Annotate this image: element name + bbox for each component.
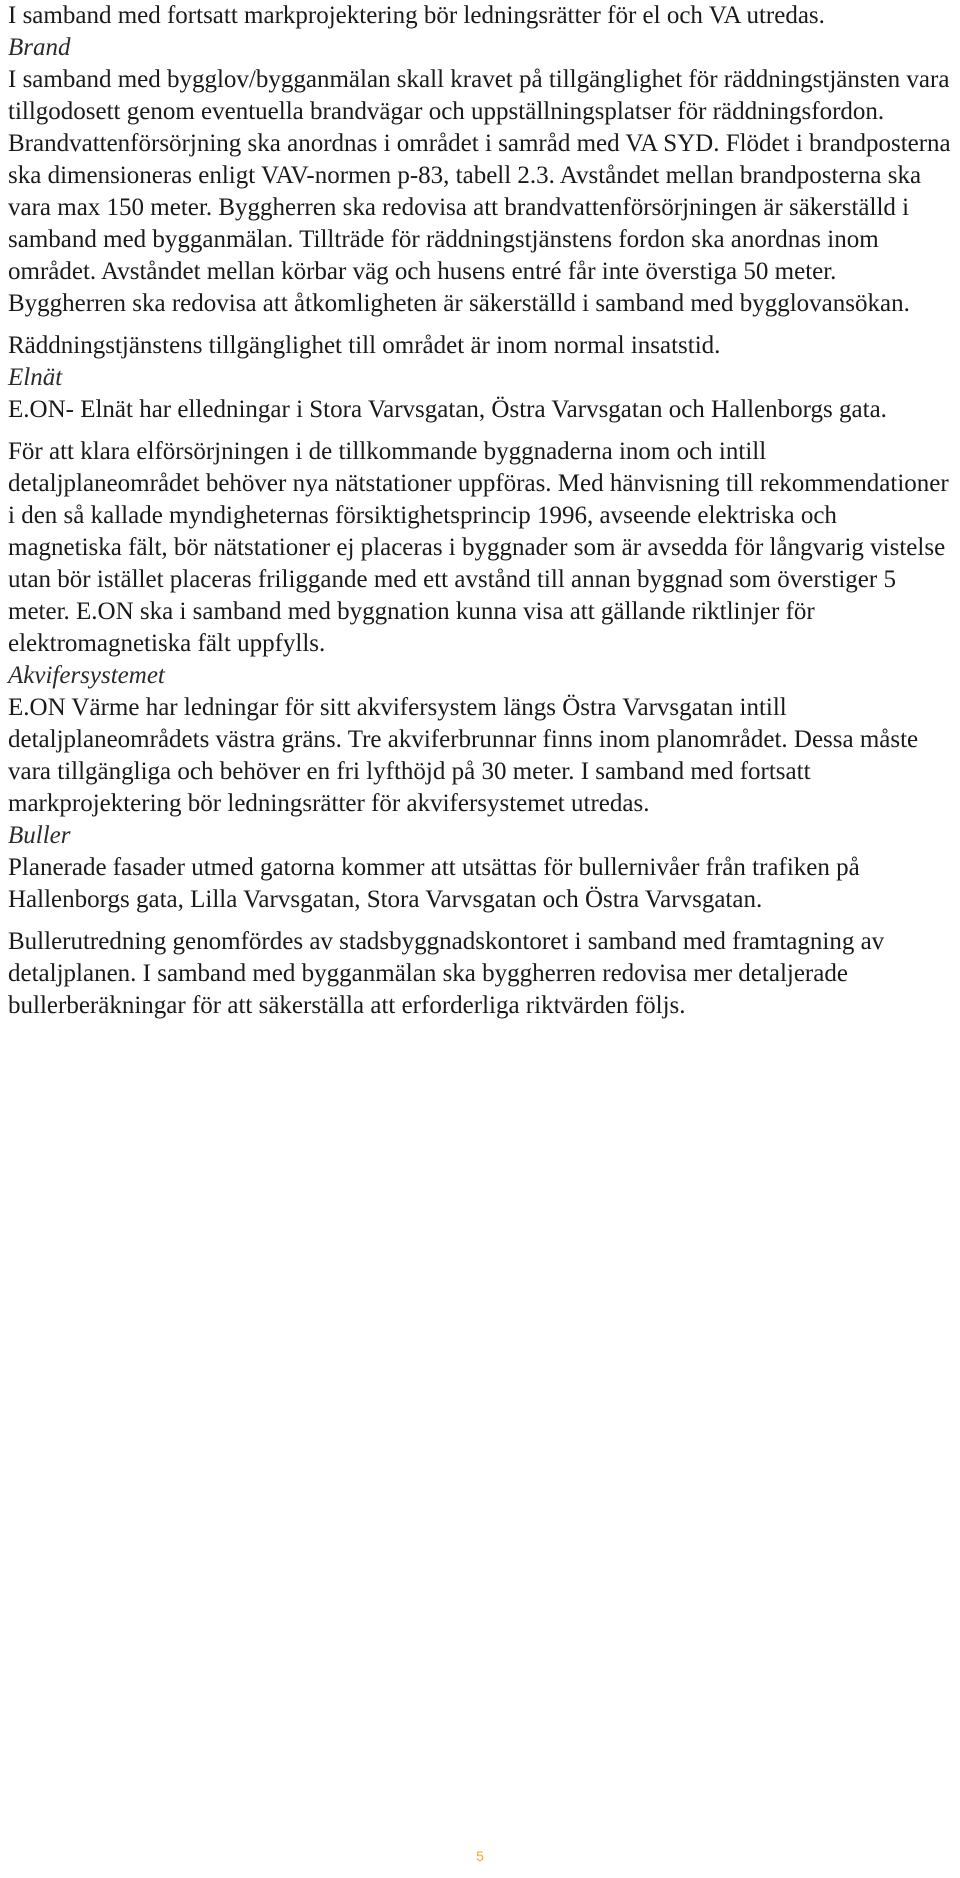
buller-paragraph-1: Planerade fasader utmed gatorna kommer att utsättas för bullernivåer från trafiken på Hallenborgs gata, Lilla Varvsgatan, Stora Varvsgatan och Östra Varvsgatan. bbox=[8, 854, 860, 913]
elnat-paragraph-1: E.ON- Elnät har elledningar i Stora Varvsgatan, Östra Varvsgatan och Hallenborgs gata. bbox=[8, 396, 887, 423]
document-page bbox=[8, 0, 952, 1022]
akvifer-paragraph-1: E.ON Värme har ledningar för sitt akvifersystem längs Östra Varvsgatan intill detaljplaneområdets västra gräns. Tre akviferbrunnar finns inom planområdet. Dessa måste vara tillgängliga och behöver en fri lyfthöjd på 30 meter. I samband med fortsatt markprojektering bör ledningsrätter för akvifersystemet utredas. bbox=[8, 694, 919, 817]
heading-brand: Brand bbox=[8, 34, 71, 61]
heading-elnat: Elnät bbox=[8, 364, 63, 391]
heading-akvifersystemet: Akvifersystemet bbox=[8, 662, 165, 689]
brand-paragraph-2: Räddningstjänstens tillgänglighet till området är inom normal insatstid. bbox=[8, 332, 721, 359]
intro-paragraph: I samband med fortsatt markprojektering bör ledningsrätter för el och VA utredas. bbox=[8, 2, 825, 29]
heading-buller: Buller bbox=[8, 822, 71, 849]
elnat-paragraph-2: För att klara elförsörjningen i de tillkommande byggnaderna inom och intill detaljplaneområdet behöver nya nätstationer uppföras. Med hänvisning till rekommendationer i den så kallade myndigheternas försiktighetsprincip 1996, avseende elektriska och magnetiska fält, bör nätstationer ej placeras i byggnader som är avsedda för långvarig vistelse utan bör istället placeras friliggande med ett avstånd till annan byggnad som överstiger 5 meter. E.ON ska i samband med byggnation kunna visa att gällande riktlinjer för elektromagnetiska fält uppfylls. bbox=[8, 438, 949, 657]
buller-paragraph-2: Bullerutredning genomfördes av stadsbyggnadskontoret i samband med framtagning av detaljplanen. I samband med bygganmälan ska byggherren redovisa mer detaljerade bullerberäkningar för att säkerställa att erforderliga riktvärden följs. bbox=[8, 928, 885, 1019]
page-number: 5 bbox=[476, 1848, 484, 1864]
brand-paragraph-1: I samband med bygglov/bygganmälan skall kravet på tillgänglighet för räddningstjänsten vara tillgodosett genom eventuella brandvägar och uppställningsplatser för räddningsfordon. Brandvattenförsörjning ska anordnas i området i samråd med VA SYD. Flödet i brandposterna ska dimensioneras enligt VAV-normen p-83, tabell 2.3. Avståndet mellan brandposterna ska vara max 150 meter. Byggherren ska redovisa att brandvattenförsörjningen är säkerställd i samband med bygganmälan. Tillträde för räddningstjänstens fordon ska anordnas inom området. Avståndet mellan körbar väg och husens entré får inte överstiga 50 meter. Byggherren ska redovisa att åtkomligheten är säkerställd i samband med bygglovansökan. bbox=[8, 66, 951, 317]
